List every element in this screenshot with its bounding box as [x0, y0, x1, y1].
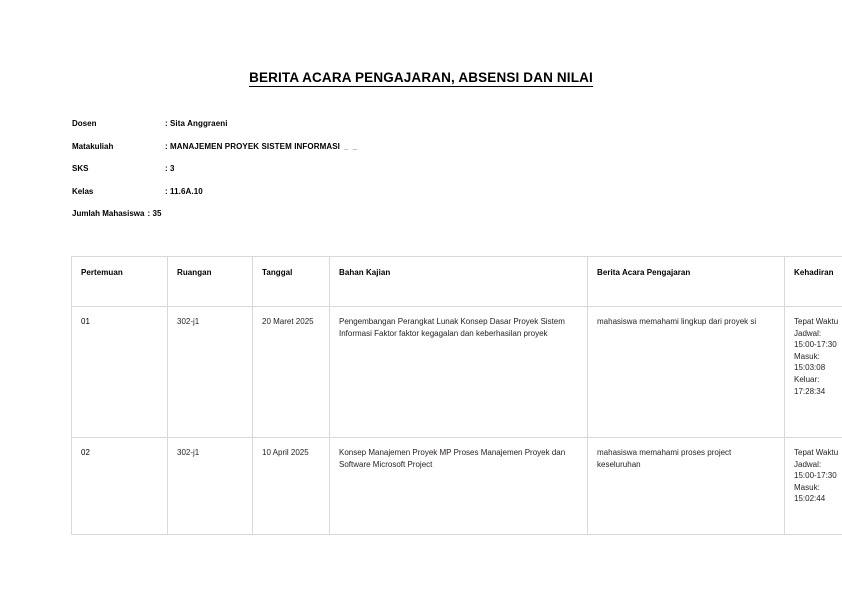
meta-trailer-matakuliah: _ _ — [343, 141, 359, 151]
meta-row-sks — [72, 165, 492, 188]
cell-tanggal: 20 Maret 2025 — [253, 307, 330, 438]
column-header-ruangan: Ruangan — [168, 257, 253, 307]
cell-bahan-kajian: Konsep Manajemen Proyek MP Proses Manajemen Proyek dan Software Microsoft Project — [330, 438, 588, 535]
cell-kehadiran — [785, 438, 842, 535]
kehadiran-masuk-value: 15:02:44 — [794, 494, 826, 504]
cell-ruangan: 302-j1 — [168, 438, 253, 535]
meta-value-dosen: Sita Anggraeni — [170, 119, 228, 128]
kehadiran-jadwal-label: Jadwal: — [794, 328, 822, 338]
meta-colon-kelas: : — [165, 186, 168, 196]
kehadiran-masuk-label: Masuk: — [794, 351, 820, 361]
cell-pertemuan: 02 — [72, 438, 168, 535]
column-header-berita-acara-pengajaran: Berita Acara Pengajaran — [588, 257, 785, 307]
kehadiran-masuk-value: 15:03:08 — [794, 363, 826, 373]
cell-tanggal: 10 April 2025 — [253, 438, 330, 535]
cell-kehadiran — [785, 307, 842, 438]
cell-berita-acara: mahasiswa memahami lingkup dari proyek si — [588, 307, 785, 438]
table-row — [72, 438, 842, 535]
cell-pertemuan: 01 — [72, 307, 168, 438]
meta-row-dosen — [72, 120, 492, 143]
kehadiran-jadwal-value: 15:00-17:30 — [794, 340, 837, 350]
meta-value-jumlah-mahasiswa: 35 — [152, 209, 162, 218]
meta-colon-jumlah-mahasiswa: : — [147, 209, 151, 218]
status-badge: Tepat Waktu — [794, 317, 839, 326]
course-info-block — [72, 120, 492, 233]
meta-label-kelas: Kelas — [72, 186, 94, 196]
meta-colon-sks: : — [165, 164, 168, 173]
meta-value-matakuliah: MANAJEMEN PROYEK SISTEM INFORMASI — [170, 141, 340, 151]
berita-acara-table — [71, 256, 842, 535]
table-row — [72, 307, 842, 438]
kehadiran-jadwal-value: 15:00-17:30 — [794, 471, 837, 481]
table-body — [72, 307, 842, 535]
kehadiran-keluar-value: 17:28:34 — [794, 386, 826, 396]
cell-bahan-kajian: Pengembangan Perangkat Lunak Konsep Dasar Proyek Sistem Informasi Faktor faktor kegagalan dan keberhasilan proyek — [330, 307, 588, 438]
kehadiran-jadwal-label: Jadwal: — [794, 459, 822, 469]
table-head — [72, 257, 842, 307]
column-header-tanggal: Tanggal — [253, 257, 330, 307]
page-title-text: BERITA ACARA PENGAJARAN, ABSENSI DAN NILAI — [249, 70, 593, 85]
meta-value-kelas: 11.6A.10 — [170, 186, 203, 196]
meta-label-dosen: Dosen — [72, 119, 97, 128]
cell-ruangan: 302-j1 — [168, 307, 253, 438]
meta-value-sks: 3 — [170, 164, 175, 173]
column-header-bahan-kajian: Bahan Kajian — [330, 257, 588, 307]
berita-acara-table-wrapper — [71, 256, 839, 535]
meta-row-kelas — [72, 188, 492, 211]
column-header-pertemuan: Pertemuan — [72, 257, 168, 307]
meta-colon-dosen: : — [165, 119, 168, 128]
status-badge: Tepat Waktu — [794, 448, 839, 457]
meta-label-sks: SKS — [72, 164, 89, 173]
meta-label-matakuliah: Matakuliah — [72, 141, 114, 151]
table-header-row — [72, 257, 842, 307]
kehadiran-masuk-label: Masuk: — [794, 482, 820, 492]
column-header-kehadiran: Kehadiran — [785, 257, 842, 307]
meta-colon-matakuliah: : — [165, 141, 168, 151]
kehadiran-keluar-label: Keluar: — [794, 374, 820, 384]
page-title — [72, 70, 770, 85]
meta-row-jumlah-mahasiswa — [72, 210, 492, 233]
meta-label-jumlah-mahasiswa: Jumlah Mahasiswa — [72, 209, 145, 218]
cell-berita-acara: mahasiswa memahami proses project keseluruhan — [588, 438, 785, 535]
meta-row-matakuliah — [72, 143, 492, 166]
